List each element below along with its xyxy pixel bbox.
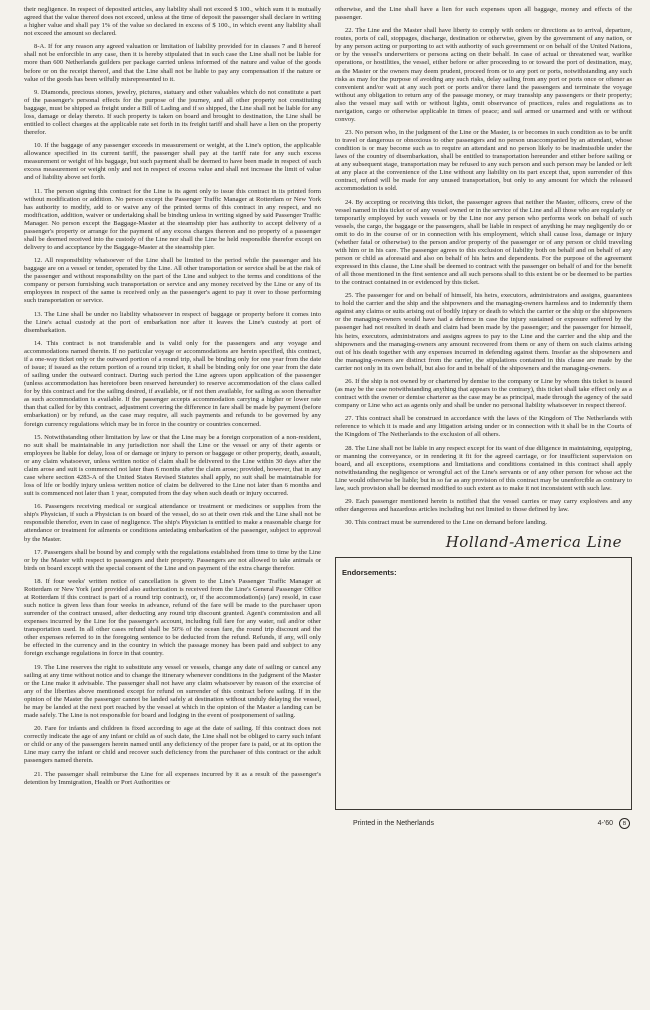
clause-number: 26. [345,377,354,385]
contract-clause [24,771,321,787]
clause-number: 14. [34,340,43,348]
clause-text: their negligence. In respect of deposited articles, any liability shall not exceed $ 100., which sum it is mutually agreed that the value thereof does not exceed, unless at the time of deposit the passenger shall declare in writing a higher value and shall pay 1% of the value so declared in excess of $ 100., in which event any liability shall not exceed the amount so declared. [24,6,321,38]
clause-number: 23. [345,129,354,137]
contract-clause [24,188,321,252]
clause-number: 20. [34,725,43,733]
contract-clause [335,199,632,288]
contract-clause [335,415,632,439]
clause-number: 19. [34,663,43,671]
clause-text: otherwise, and the Line shall have a lien for such expenses upon all baggage, money and effects of the passenger. [335,6,632,22]
clause-number: 16. [34,503,43,511]
footer-right [598,818,630,829]
contract-clause [335,129,632,193]
clause-text: Notwithstanding other limitation by law or that the Line may be a foreign corporation of a non-resident, no suit shall be maintainable in any jurisdiction nor shall the Line or the vessel or any of their agents or employees be liable for delay, loss of or damage or injury to person or baggage or other property, death, assault, or any claim whatsoever, unless written notice of claim shall be delivered to the Line within 30 days after the claim arose and suit is commenced not later than 6 months after the claim arose; provided, however, that in any case where section 4283-A of the United States Revised Statutes shall apply, no suit shall be maintainable for loss of life or bodily injury unless written notice of claim be delivered to the Line not later than 6 months and suit is commenced not later than 1 year, computed from the day when such death or injury occurred. [24,433,321,498]
clause-number: 18. [34,578,43,586]
clause-number: 22. [345,27,354,35]
contract-clause [24,89,321,137]
contract-clause [24,503,321,543]
contract-clause [335,292,632,372]
clause-text: Passengers shall be bound by and comply with the regulations established from time to time by the Line or by the Master with respect to passengers and their property. Passengers are not allowed to take animals or birds on board except with the special consent of the Line and on payment of the extra charge therefor. [24,548,321,572]
clause-number: 25. [345,292,354,300]
clause-number: 24. [345,198,354,206]
contract-clause [24,725,321,765]
clause-text: No person who, in the judgment of the Line or the Master, is or becomes in such condition as to be unfit to travel or dangerous or obnoxious to other passengers and no person unaccompanied by an attendant, whose condition is or may become such as to require an attendant and no person likely to be inadmissible under the laws of the country of disembarkation, shall be entitled to transportation hereunder and either before sailing or at any subsequent stage, transportation may be refused to any such person and such person may be landed or left at any place at the convenience of the Line without any liability on its part except that, upon surrender of this contract, refund will be made for any unused transportation, but only to any amount for which the released accommodation is sold. [335,129,632,193]
clause-number: 17. [34,548,43,556]
contract-clause [24,578,321,658]
clause-number: 11. [34,187,42,195]
clause-text: By accepting or receiving this ticket, the passenger agrees that neither the Master, officers, crew of the vessel named in this ticket or of any vessel owned or in the service of the Line and all those who are regularly or temporarily employed by such vessels or by the Line nor any person who performs work on behalf of such vessels, the cargo, the baggage or the passengers, shall be liable in respect of anything he may negligently do or omit to do in the course of or in connection with his employment, which shall cause loss, damage or injury (whether fatal or otherwise) to the person and/or property of the passenger or of any person or child traveling with him or in his care. The passenger agrees to this exclusion of liability both on behalf and on behalf of any person or child as aforesaid and also on behalf of his heirs and dependents. For the purpose of the agreement expressed in this clause, the Line shall be deemed to contract with the passenger on behalf of and for the benefit of all those mentioned in the first sentence and all such persons shall to this extent be or be deemed to be parties to the contract contained in or evidenced by this ticket. [335,198,632,287]
clause-text: If four weeks' written notice of cancellation is given to the Line's Passenger Traffic Manager at Rotterdam or New York (and provided also authorization is received from the Line's General Passenger Office at Rotterdam if this contract is part of a round trip contract), or, if the accommodation(s) (are) resold, in case such notice is given less than four weeks in advance, refund of the fare will be made to the purchaser upon surrender of the contract unused, after deducting any round trip discount granted. Agent's commission and all expenses incurred by the Line for the passenger's account, including full fare for any water, rail and/or other transportation used. In all other cases refund shall be 50% of the ocean fare, the round trip discount and the other expenses referred to in the foregoing sentence to be deducted from the refund. Refunds, if any, will only be effected in the currency and in the country in which the passage money has been paid and subject to any foreign exchange regulations in force in that country. [24,578,321,658]
clause-text: This contract must be surrendered to the Line on demand before landing. [354,519,548,527]
endorsements-box [335,557,632,810]
clause-number: 21. [34,770,43,778]
printer-mark-icon: B [619,818,630,829]
clause-text: If the baggage of any passenger exceeds in measurement or weight, at the Line's option, the applicable allowance specified in its current tariff, the passenger shall pay at the tariff rate for any such excess measurement or weight of his baggage, but such payment shall be deemed to have been made in respect of such excess measurement or weight only and not in respect of excess value and shall not increase the limit of value and of liability above set forth. [24,142,321,182]
clause-text: If for any reason any agreed valuation or limitation of liability provided for in clauses 7 and 8 hereof shall not be enforcible in any case, then it is hereby stipulated that in such case the Line shall not be liable for more than 600 Netherlands guilders per package carried unless informed of the nature and value of the goods before or on the receipt thereof, and that the Line shall not be liable to pay any compensation if the nature or value of the goods has been wilfully misrepresented to it. [24,43,321,83]
clause-text: All responsibility whatsoever of the Line shall be limited to the period while the passenger and his baggage are on a vessel or tender, operated by the Line. All other transportation or service shall be at the risk of the passenger and without responsibility on the part of the Line and subject to the terms and conditions of the company or person furnishing such transportation or service and any money received by the Line or any of its employees in respect of the same is received only as the passenger's agent to pay it over to those performing such transportation or service. [24,257,321,305]
contract-clause [335,519,632,527]
clause-text: Diamonds, precious stones, jewelry, pictures, statuary and other valuables which do not constitute a part of the passenger's personal effects for the purpose of the journey, and all other property not constituting baggage, must be shipped as freight under a Bill of Lading and if so shipped, the Line shall not be liable for any loss, damage or delay thereto. If such property is taken on board and brought to destination, the Line shall be entitled to collect charges at the applicable rate set forth in its freight tariff and shall have a lien on the property therefor. [24,88,321,137]
form-code: 4-'60 [597,820,613,828]
contract-clause [335,445,632,493]
left-column [24,6,321,1002]
clause-text: This contract shall be construed in accordance with the laws of the Kingdom of The Netherlands with reference to which it is made and any litigation arising under or in connection with it shall be in the Courts of the Kingdom of The Netherlands to the exclusion of all others. [335,415,632,439]
clause-number: 30. [345,519,354,527]
contract-clause [24,43,321,83]
clause-text: Passengers receiving medical or surgical attendance or treatment or medicines or supplies from the ship's Physician, if such a Physician is on board of the vessel, do so at their own risk and the Line shall not be responsible therefor, even in case of negligence. The ship's Physician is entitled to make a reasonable charge for attendance or treatment for ailments or conditions antedating embarkation of the passenger, subject to approval by the Master. [24,503,321,543]
clause-text: The person signing this contract for the Line is its agent only to issue this contract in its printed form without modification or addition. No person except the Passenger Traffic Manager at Rotterdam or New York has authority to modify, add to or waive any of the printed terms of this contract in any respect, and no modification, addition, waiver or undertaking shall be binding unless in writing signed by said Passenger Traffic Manager. No person except the Baggage-Master at the steamship pier has authority to accept delivery of a passenger's property or arrange for the payment of any excess charges thereon and no property of a passenger shall be deemed received into the custody of the Line nor shall the Line be held responsible therefor except on delivery to and acceptance by the Baggage-Master at the steamship pier. [24,187,321,252]
contract-clause [24,6,321,38]
clause-text: The passenger for and on behalf of himself, his heirs, executors, administrators and assigns, guarantees to hold the carrier and the ship and the shipowners and the managing-owners harmless and to indemnify them against any claims or suits arising out of bodily injury or death to which the carrier or the ship or the shipowners or the managing-owners would have had a defence in case the injury sustained or exposure suffered by the passenger had not resulted in death and claim had been made by the passenger; and the passenger for himself, his heirs, executors, administrators and assigns agrees to pay to the Line and the carrier and the ship and the shipowners and the managing-owners any amount recovered from them or any of them on such claims arising out of his death together with any expenses incurred in defending against them. Insofar as the shipowners and the managing-owners are distinct from the carrier, the stipulations contained in this clause are made by the carrier not only in its own behalf, but also for and in behalf of the shipowners and the managing-owners. [335,292,632,372]
clause-text: If the ship is not owned by or chartered by demise to the company or Line by whom this ticket is issued (as may be the case notwithstanding anything that appears to the contrary), this ticket shall take effect only as a contract with the owner or demise charterer as the case may be as principal, made through the agency of the said company or Line who act as agents only and shall be under no personal liability whatsoever in respect thereof. [335,377,632,410]
endorsements-label: Endorsements: [342,568,397,578]
contract-clause [24,664,321,720]
clause-text: The Line reserves the right to substitute any vessel or vessels, change any date of sailing or cancel any sailing at any time without notice and to change the itinerary whenever conditions in the judgment of the Master or the Line make it advisable. The passenger shall not have any claim whatsoever by reason of the exercise of any of the liberties above mentioned except for refund on surrender of this contract before sailing. If in the opinion of the Master the passenger cannot be landed safely at destination without unduly delaying the vessel, he may be landed at the next port reached by the vessel at which in the opinion of the Master a landing can be made safely. The Line is not responsible for board and lodging in the event of postponement of sailing. [24,663,321,719]
right-clauses [335,6,632,527]
clause-number: 10. [34,142,43,150]
contract-clause [335,6,632,22]
clause-text: The Line shall be under no liability whatsoever in respect of baggage or property before it comes into the Line's actual custody at the port of embarkation nor after it leaves the Line's custody at port of disembarkation. [24,310,321,334]
contract-clause [24,434,321,498]
contract-clause [24,549,321,573]
clause-number: 8-A. [34,43,46,51]
contract-clause [24,142,321,182]
clause-number: 13. [34,310,43,318]
footer [335,818,632,829]
right-column [335,6,632,1002]
clause-text: Each passenger mentioned herein is notified that the vessel carries or may carry explosives and any other dangerous and hazardous articles including but not limited to those defined by law. [335,498,632,514]
clause-text: The Line and the Master shall have liberty to comply with orders or directions as to arrival, departure, routes, ports of call, stoppages, discharge, destination or otherwise, given by the government of any nation, or by any person acting or purporting to act with authority of such government or on behalf of the United Nations, or by the vessel's underwriters or persons acting on their behalf. In case of actual or threatened war, warlike operations, or hostilities, the vessel, either before or after proceeding to or toward the port of destination, may, as the Master or the owners may deem prudent, proceed from or to any port or ports, notwithstanding any such risks as may for the purpose of avoiding any such risks, delay sailing from any port or ports once or oftener as convenient and/or wait at any such port or ports and/or there land the passengers and terminate the voyage without any obligation to return any of the passage money, or may transship any passengers or their property; also the vessel may sail with or without lights, omit observance of practices, rules and regulations as to navigation, cargo or otherwise applicable in times of peace; and sail armed or unarmed and with or without convoy. [335,27,632,123]
company-signature: Holland-America Line [445,533,622,552]
clause-number: 9. [34,88,39,96]
clause-number: 27. [345,415,354,423]
clause-text: This contract is not transferable and is valid only for the passengers and any voyage and accommodations named therein. If no particular voyage or accommodations are herein specified, this contract, if a one-way ticket only or the outward portion of a round trip, shall be binding only for one year from the date of issue; if issued as the return portion of a round trip ticket, it shall be binding only for one year from the date of sailing under the outward contract. During such period the Line agrees upon application of the passenger (unless accommodation has heretofore been reserved hereunder) to reserve accommodation of the class called for by this contract and for the sailing desired, if available, or if not then available, for sailing as soon thereafter as such accommodation is available. If the passenger accepts accommodation carrying a higher or lower rate than that called for by this contract, adjustment covering the difference in fare shall be made by payment (before embarkation) or by refund, as the case may require, all such payments and refunds to be governed by any foreign currency regulations which may be in force in the country or countries concerned. [24,340,321,428]
contract-clause [24,257,321,305]
contract-clause [24,311,321,335]
clause-number: 28. [345,444,354,452]
contract-clause [335,498,632,514]
clause-text: The passenger shall reimburse the Line for all expenses incurred by it as a result of the passenger's detention by Immigration, Health or Port Authorities or [24,770,321,786]
contract-clause [335,27,632,124]
clause-number: 29. [345,498,354,506]
printed-in-note: Printed in the Netherlands [353,820,434,828]
contract-clause [24,340,321,429]
clause-text: Fare for infants and children is fixed according to age at the date of sailing. If this contract does not correctly indicate the age of any infant or child as of such date, the Line shall not be obliged to carry such infant or child or any of the passengers herein named until any deficiency of the proper fare is paid, or at its option the Line may carry the infant or child and recover such deficiency from the purchaser of this contract or the adult passengers named therein. [24,725,321,765]
clause-number: 15. [34,433,43,441]
contract-clause [335,378,632,410]
clause-text: The Line shall not be liable in any respect except for its want of due diligence in maintaining, equipping, or manning the conveyance, or in rendering it fit for the agreed carriage, or for insufficient supervision on board, and all exceptions, exemptions and limitations and conditions contained in this contract shall apply notwithstanding the negligence or wrongful act of the Line's servants or of any other person for whose act the Line would otherwise be liable; but in so far as any provision of this contract may be unenforcible as contrary to law, such provision shall be deemed modified to such extent as to make it not inconsistent with such law. [335,444,632,492]
clause-number: 12. [34,257,43,265]
